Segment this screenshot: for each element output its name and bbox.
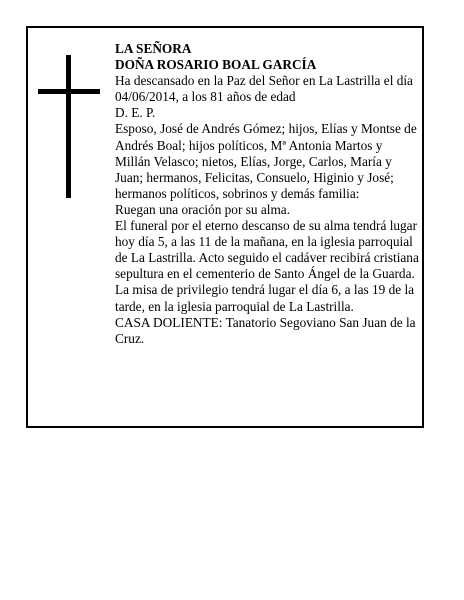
mourning-house: CASA DOLIENTE: Tanatorio Segoviano San Juan de la Cruz. (115, 314, 416, 346)
latin-cross-icon (38, 55, 100, 198)
notice-text (115, 41, 419, 347)
funeral-details: El funeral por el eterno descanso de su alma tendrá lugar hoy día 5, a las 11 de la mañana, en la iglesia parroquial de La Lastrilla. Acto seguido el cadáver recibirá cristiana sepultura en el cementerio de Santo Ángel de la Guarda. La misa de privilegio tendrá lugar el día 6, a las 19 de la tarde, en la iglesia parroquial de La Lastrilla. (115, 218, 419, 314)
prayer-request: Ruegan una oración por su alma. (115, 201, 291, 217)
cross-horizontal-bar (38, 89, 100, 94)
title-line: LA SEÑORA (115, 41, 192, 56)
death-announcement: Ha descansado en la Paz del Señor en La Lastrilla el día 04/06/2014, a los 81 años de edad (115, 73, 413, 105)
family-list: Esposo, José de Andrés Gómez; hijos, Elías y Montse de Andrés Boal; hijos políticos, Mª Antonia Martos y Millán Velasco; nietos, Elías, Jorge, Carlos, María y Juan; hermanos, Felicitas, Consuelo, Higinio y José; hermanos políticos, sobrinos y demás familia: (115, 121, 417, 201)
obituary-notice (26, 26, 424, 428)
cross-vertical-bar (66, 55, 71, 198)
rip-abbreviation: D. E. P. (115, 105, 156, 121)
deceased-name: DOÑA ROSARIO BOAL GARCÍA (115, 57, 317, 73)
